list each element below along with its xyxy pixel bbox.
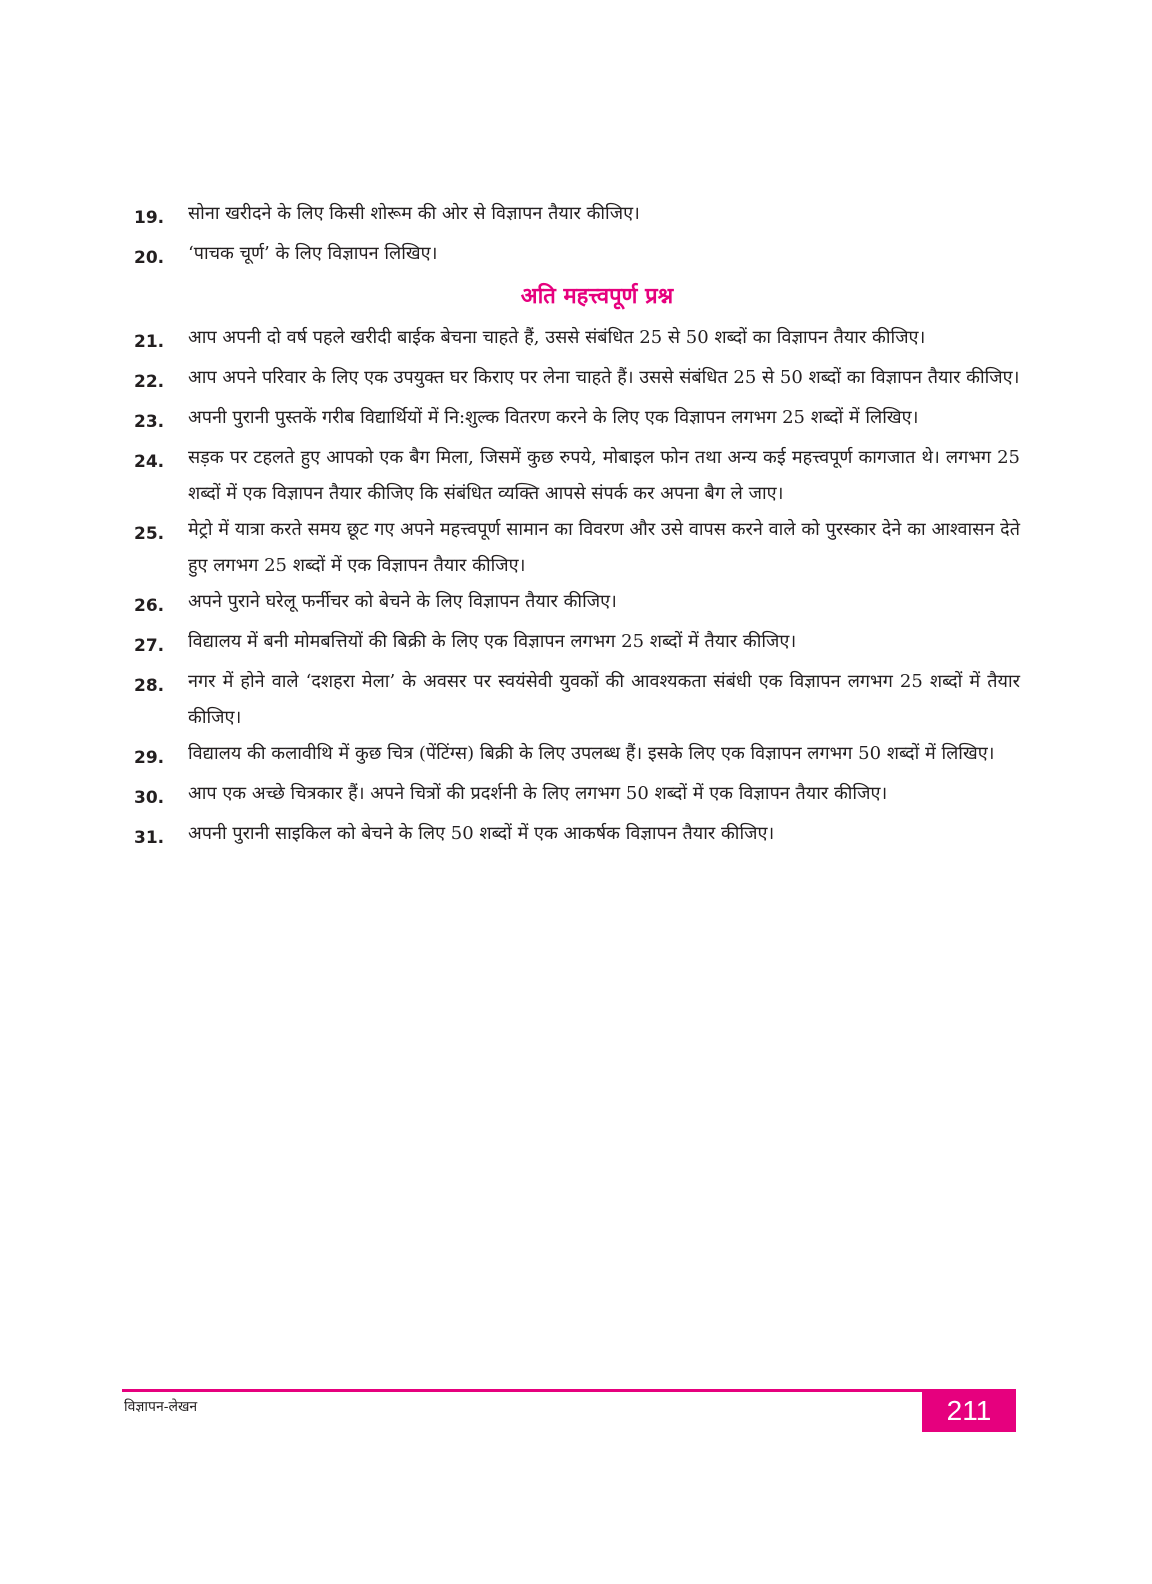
question-text: नगर में होने वाले ‘दशहरा मेला’ के अवसर पर स्वयंसेवी युवकों की आवश्यकता संबंधी एक विज्ञापन लगभग 25 शब्दों में तैयार कीजिए। <box>188 671 1020 728</box>
question-text: अपनी पुरानी पुस्तकें गरीब विद्यार्थियों में नि:शुल्क वितरण करने के लिए एक विज्ञापन लगभग 25 शब्दों में लिखिए। <box>188 407 919 428</box>
question-item <box>134 584 1020 624</box>
question-number: 31. <box>134 828 165 848</box>
footer-divider <box>122 1389 1016 1392</box>
chapter-label: विज्ञापन-लेखन <box>124 1399 198 1415</box>
question-number: 25. <box>134 524 165 544</box>
question-item <box>134 776 1020 816</box>
question-number: 29. <box>134 748 165 768</box>
question-text: आप अपनी दो वर्ष पहले खरीदी बाईक बेचना चाहते हैं, उससे संबंधित 25 से 50 शब्दों का विज्ञापन तैयार कीजिए। <box>188 327 926 348</box>
question-item <box>134 236 1020 276</box>
question-item <box>134 664 1020 736</box>
question-text: मेट्रो में यात्रा करते समय छूट गए अपने महत्त्वपूर्ण सामान का विवरण और उसे वापस करने वाले को पुरस्कार देने का आश्वासन देते हुए लगभग 25 शब्दों में एक विज्ञापन तैयार कीजिए। <box>188 519 1020 576</box>
page-number: 211 <box>922 1390 1016 1432</box>
question-text: सड़क पर टहलते हुए आपको एक बैग मिला, जिसमें कुछ रुपये, मोबाइल फोन तथा अन्य कई महत्त्वपूर्ण कागजात थे। लगभग 25 शब्दों में एक विज्ञापन तैयार कीजिए कि संबंधित व्यक्ति आपसे संपर्क कर अपना बैग ले जाए। <box>188 447 1020 504</box>
question-number: 28. <box>134 676 165 696</box>
question-item <box>134 512 1020 584</box>
question-item <box>134 736 1020 776</box>
question-number: 20. <box>134 248 165 268</box>
question-number: 26. <box>134 596 165 616</box>
question-list <box>134 196 1020 856</box>
question-text: अपनी पुरानी साइकिल को बेचने के लिए 50 शब्दों में एक आकर्षक विज्ञापन तैयार कीजिए। <box>188 823 775 844</box>
question-text: विद्यालय में बनी मोमबत्तियों की बिक्री के लिए एक विज्ञापन लगभग 25 शब्दों में तैयार कीजिए। <box>188 631 797 652</box>
question-item <box>134 816 1020 856</box>
question-item <box>134 624 1020 664</box>
question-item <box>134 320 1020 360</box>
question-text: ‘पाचक चूर्ण’ के लिए विज्ञापन लिखिए। <box>188 243 438 264</box>
question-number: 22. <box>134 372 165 392</box>
question-text: अपने पुराने घरेलू फर्नीचर को बेचने के लिए विज्ञापन तैयार कीजिए। <box>188 591 617 612</box>
section-heading: अति महत्त्वपूर्ण प्रश्न <box>520 283 674 309</box>
question-text: आप अपने परिवार के लिए एक उपयुक्त घर किराए पर लेना चाहते हैं। उससे संबंधित 25 से 50 शब्दों का विज्ञापन तैयार कीजिए। <box>188 367 1020 388</box>
question-number: 21. <box>134 332 165 352</box>
question-text: सोना खरीदने के लिए किसी शोरूम की ओर से विज्ञापन तैयार कीजिए। <box>188 203 640 224</box>
question-text: विद्यालय की कलावीथि में कुछ चित्र (पेंटिंग्स) बिक्री के लिए उपलब्ध हैं। इसके लिए एक विज्ञापन लगभग 50 शब्दों में लिखिए। <box>188 743 995 764</box>
question-number: 24. <box>134 452 165 472</box>
question-item <box>134 440 1020 512</box>
question-text: आप एक अच्छे चित्रकार हैं। अपने चित्रों की प्रदर्शनी के लिए लगभग 50 शब्दों में एक विज्ञापन तैयार कीजिए। <box>188 783 888 804</box>
question-item <box>134 360 1020 400</box>
question-number: 23. <box>134 412 165 432</box>
question-number: 19. <box>134 208 165 228</box>
question-item <box>134 400 1020 440</box>
question-item <box>134 196 1020 236</box>
question-number: 30. <box>134 788 165 808</box>
question-number: 27. <box>134 636 165 656</box>
